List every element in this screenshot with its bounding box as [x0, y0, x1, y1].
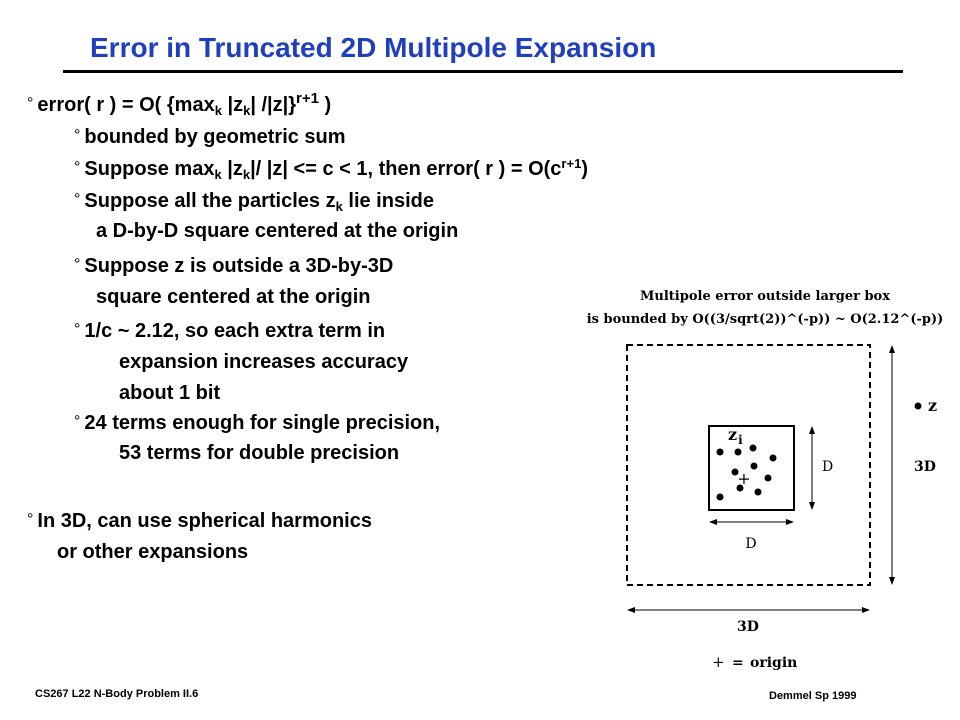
outer-3d-vertical-label: 3D [914, 459, 936, 475]
bullet-marker: ° [74, 321, 81, 338]
legend-equals: = [732, 655, 744, 671]
particle-dot [770, 455, 777, 462]
particle-dot [750, 445, 757, 452]
bullet-marker: ° [74, 159, 81, 176]
bullet-marker: ° [27, 95, 34, 112]
inner-d-horizontal-label: D [745, 536, 757, 552]
slide-title: Error in Truncated 2D Multipole Expansion [90, 32, 657, 63]
legend-origin: origin [750, 655, 798, 671]
bullet-marker: ° [74, 413, 81, 430]
bullet-3d-harmonics: ° In 3D, can use spherical harmonics [27, 510, 372, 532]
figure-caption-line1: Multipole error outside larger box [640, 289, 890, 304]
bullet-marker: ° [74, 191, 81, 208]
bullet-particles-inside-cont: a D-by-D square centered at the origin [96, 220, 459, 242]
particle-dot [765, 475, 772, 482]
bullet-marker: ° [27, 511, 34, 528]
outer-3d-horizontal-label: 3D [737, 619, 759, 635]
bullet-z-outside-cont: square centered at the origin [96, 286, 371, 308]
bullet-error-order: ° error( r ) = O( {$\max_k$ $|z_k|$ /|z|}$^{r+1}$ ) [27, 90, 332, 118]
inner-d-vertical-label: D [822, 459, 834, 475]
particle-dot [755, 489, 762, 496]
particle-dot [717, 494, 724, 501]
bullet-marker: ° [74, 256, 81, 273]
bullet-particles-inside: ° Suppose all the particles $z_k$ lie inside [74, 190, 434, 214]
bullet-one-over-c-cont1: expansion increases accuracy [119, 351, 409, 373]
particle-dot [717, 449, 724, 456]
bullet-one-over-c: ° 1/c ~ 2.12, so each extra term in [74, 320, 386, 342]
zi-label: $z_i$ [728, 425, 743, 447]
figure-caption-line2: is bounded by O((3/sqrt(2))^(-p)) ~ O(2.12^(-p)) [586, 312, 944, 327]
legend-plus: + [712, 653, 725, 671]
bullet-suppose-max: ° Suppose $\max_k |z_k|/$ |z| <= c < 1, then error( r ) = $O(c^{r+1})$ [74, 156, 588, 182]
bullet-geometric-sum: ° bounded by geometric sum [74, 126, 346, 148]
particle-dot [751, 463, 758, 470]
bullet-z-outside: ° Suppose z is outside a 3D-by-3D [74, 255, 394, 277]
bullet-terms-precision: ° 24 terms enough for single precision, [74, 412, 441, 434]
bullet-3d-harmonics-cont: or other expansions [57, 541, 249, 563]
footer-course-label: CS267 L22 N-Body Problem II.6 [35, 688, 199, 700]
bullet-one-over-c-cont2: about 1 bit [119, 382, 221, 404]
bullet-marker: ° [74, 127, 81, 144]
external-z-dot [915, 403, 922, 410]
origin-mark: + [737, 469, 751, 488]
external-z-label: z [928, 396, 938, 415]
bullet-terms-precision-cont: 53 terms for double precision [119, 442, 400, 464]
particle-dot [735, 449, 742, 456]
footer-author-label: Demmel Sp 1999 [769, 690, 857, 702]
